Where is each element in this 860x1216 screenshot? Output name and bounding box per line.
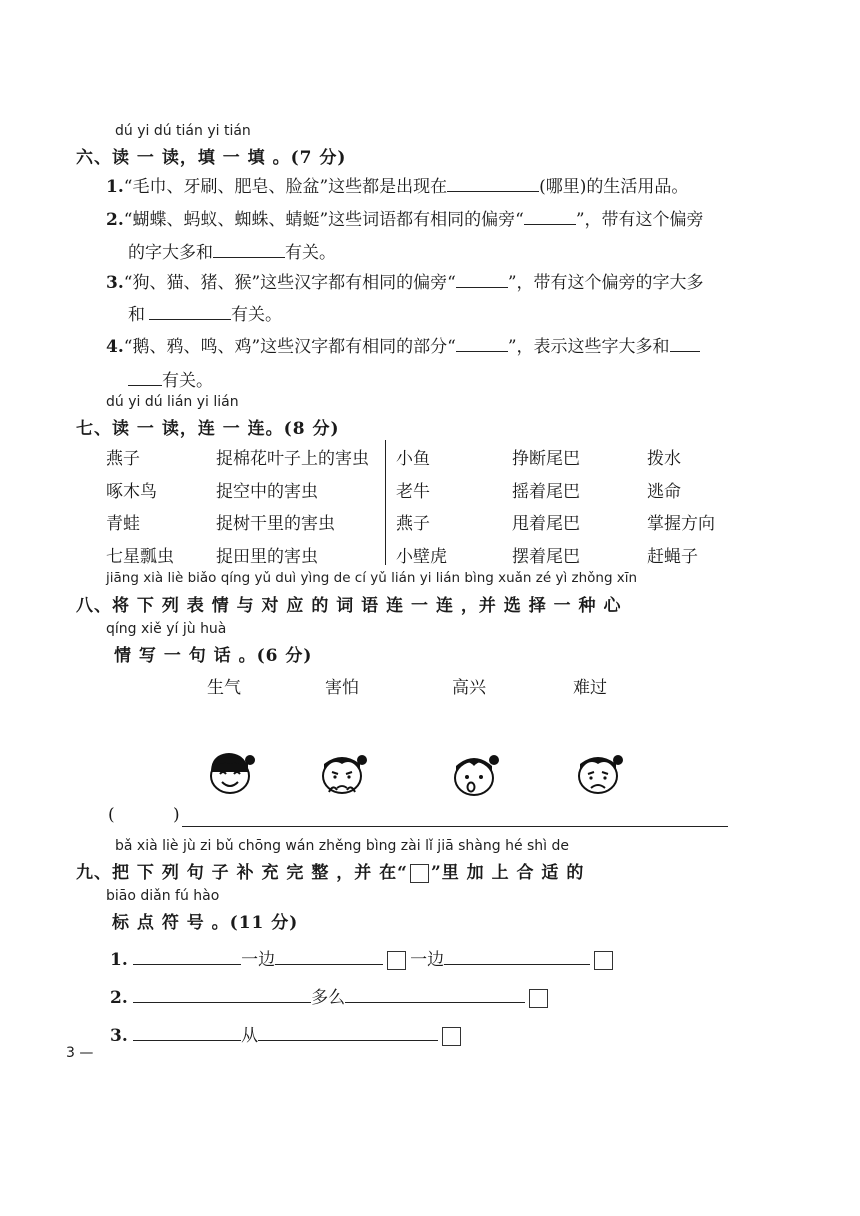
s7-animal[interactable]: 燕子: [396, 514, 430, 534]
q4-number: 4.: [106, 337, 124, 357]
s7-purpose[interactable]: 拨水: [647, 449, 681, 469]
s6-q2: [106, 205, 704, 230]
q1-number: 1.: [106, 177, 124, 197]
s9-l1-blank-1[interactable]: [133, 947, 241, 965]
s9-line-1: [110, 945, 617, 970]
s9-line-2: [110, 983, 552, 1008]
q2-text-b: ”，带有这个偏旁: [575, 210, 704, 230]
q4-blank-2b[interactable]: [128, 368, 162, 386]
q2-number: 2.: [106, 210, 124, 230]
q4-text-c: 有关。: [162, 371, 213, 391]
s6-heading: 六、读 一 读，填 一 填 。(7 分): [76, 148, 347, 168]
scared-face-icon[interactable]: [315, 748, 371, 804]
s7-animal[interactable]: 老牛: [396, 481, 430, 502]
q1-text-a: “毛巾、牙刷、肥皂、脸盆”这些都是出现在: [123, 177, 448, 197]
q1-text-b: (哪里)的生活用品。: [539, 177, 689, 197]
s7-left-item[interactable]: 七星瓢虫: [106, 546, 174, 567]
s7-tail-action[interactable]: 摆着尾巴: [512, 546, 580, 567]
s7-right-col3: [647, 443, 715, 573]
s7-animal[interactable]: 小鱼: [396, 449, 430, 469]
s8-heading-1: 八、将 下 列 表 情 与 对 应 的 词 语 连 一 连 ，并 选 择 一 种 心: [76, 596, 622, 616]
s9-l3-punct-box[interactable]: [442, 1027, 461, 1046]
s6-q3-line2: [128, 300, 282, 325]
s8-word-happy[interactable]: 高兴: [452, 678, 486, 698]
s8-word-sad[interactable]: 难过: [573, 678, 607, 698]
q4-text-b: ”，表示这些字大多和: [507, 337, 670, 357]
s7-pinyin: dú yi dú lián yi lián: [106, 394, 239, 410]
s9-heading-1b: ”里 加 上 合 适 的: [430, 863, 585, 883]
s9-l2-punct-box[interactable]: [529, 989, 548, 1008]
s6-q1: [106, 172, 688, 197]
s9-l2-number: 2.: [110, 988, 128, 1008]
sad-face-icon[interactable]: [567, 748, 627, 798]
q3-text-d: 有关。: [231, 305, 282, 325]
s8-word-angry[interactable]: 生气: [207, 678, 241, 698]
q2-blank-1[interactable]: [524, 207, 576, 225]
s7-tail-action[interactable]: 摇着尾巴: [512, 481, 580, 502]
s7-left-action[interactable]: 捉树干里的害虫: [216, 514, 335, 534]
q1-blank[interactable]: [447, 174, 539, 192]
s7-purpose[interactable]: 赶蝇子: [647, 546, 698, 567]
s9-l1-text-a: 一边: [241, 950, 276, 970]
s9-pinyin-1: bǎ xià liè jù zi bǔ chōng wán zhěng bìng zài lǐ jiā shàng hé shì de: [115, 838, 570, 854]
s9-line-3: [110, 1021, 465, 1046]
q2-text-a: “蝴蝶、蚂蚁、蜘蛛、蜻蜓”这些词语都有相同的偏旁“: [123, 210, 524, 230]
s7-right-col1: [396, 443, 447, 573]
s8-emotion-input[interactable]: [118, 808, 174, 828]
q3-text-b: ”，带有这个偏旁的字大多: [507, 273, 704, 293]
s7-left-action[interactable]: 捉空中的害虫: [216, 481, 318, 502]
s9-l3-blank-2[interactable]: [258, 1023, 438, 1041]
s9-heading-2: 标 点 符 号 。(11 分): [112, 913, 299, 933]
s6-q4: [106, 332, 700, 357]
s6-q2-line2: [128, 238, 336, 263]
s7-right-col2: [512, 443, 580, 573]
s7-left-item[interactable]: 啄木鸟: [106, 481, 157, 502]
s7-tail-action[interactable]: 挣断尾巴: [512, 449, 580, 469]
s9-l1-blank-3[interactable]: [444, 947, 590, 965]
s7-purpose[interactable]: 掌握方向: [647, 514, 715, 534]
s7-left-col1: [106, 443, 174, 573]
s7-left-item[interactable]: 青蛙: [106, 514, 140, 534]
happy-face-icon[interactable]: [203, 748, 259, 798]
s9-l3-number: 3.: [110, 1026, 128, 1046]
s9-l1-number: 1.: [110, 950, 128, 970]
q4-text-a: “鹅、鸦、鸣、鸡”这些汉字都有相同的部分“: [123, 337, 456, 357]
q4-blank-1[interactable]: [456, 334, 508, 352]
s9-heading-box-icon: [410, 864, 429, 883]
s8-pinyin-2: qíng xiě yí jù huà: [106, 621, 227, 637]
s7-left-action[interactable]: 捉棉花叶子上的害虫: [216, 449, 369, 469]
s7-left-action[interactable]: 捉田里的害虫: [216, 546, 318, 567]
s9-pinyin-2: biāo diǎn fú hào: [106, 888, 220, 904]
q3-number: 3.: [106, 273, 124, 293]
s7-purpose[interactable]: 逃命: [647, 481, 681, 502]
s7-left-item[interactable]: 燕子: [106, 449, 140, 469]
s6-q4-line2: [128, 366, 213, 391]
s6-q3: [106, 268, 704, 293]
q4-blank-2a[interactable]: [670, 334, 700, 352]
q3-text-c: 和: [128, 305, 145, 325]
s8-heading-2: 情 写 一 句 话 。(6 分): [114, 646, 313, 666]
s9-l1-blank-2[interactable]: [275, 947, 383, 965]
s9-l1-text-b: 一边: [410, 950, 445, 970]
s7-divider: [385, 440, 386, 565]
surprised-face-icon[interactable]: [447, 748, 503, 800]
s9-l1-punct-box-1[interactable]: [387, 951, 406, 970]
q3-blank-2[interactable]: [149, 302, 231, 320]
s8-paren-open: (: [108, 805, 115, 825]
s9-l1-punct-box-2[interactable]: [594, 951, 613, 970]
s6-pinyin: dú yi dú tián yi tián: [115, 123, 251, 139]
s8-pinyin-1: jiāng xià liè biǎo qíng yǔ duì yìng de cí yǔ lián yi lián bìng xuǎn zé yì zhǒng xīn: [106, 570, 638, 586]
s7-left-col2: [216, 443, 369, 573]
s9-heading-1: [76, 858, 584, 883]
s9-heading-1a: 九、把 下 列 句 子 补 充 完 整 ，并 在“: [76, 863, 408, 883]
s9-l3-blank-1[interactable]: [133, 1023, 241, 1041]
s8-word-scared[interactable]: 害怕: [325, 678, 359, 698]
s8-sentence-line[interactable]: [182, 826, 728, 827]
s7-heading: 七、读 一 读，连 一 连。(8 分): [76, 419, 340, 439]
page-number: 3 —: [66, 1045, 94, 1061]
s8-paren-close: ): [173, 805, 180, 825]
q2-blank-2[interactable]: [213, 240, 285, 258]
s9-l2-text-a: 多么: [311, 988, 346, 1008]
q3-blank-1[interactable]: [456, 270, 508, 288]
s9-l3-text-a: 从: [241, 1026, 259, 1046]
s9-l2-blank-1[interactable]: [133, 985, 311, 1003]
s7-animal[interactable]: 小壁虎: [396, 546, 447, 567]
q3-text-a: “狗、猫、猪、猴”这些汉字都有相同的偏旁“: [123, 273, 456, 293]
s7-tail-action[interactable]: 甩着尾巴: [512, 514, 580, 534]
s9-l2-blank-2[interactable]: [345, 985, 525, 1003]
q2-text-d: 有关。: [285, 243, 336, 263]
q2-text-c: 的字大多和: [128, 243, 213, 263]
